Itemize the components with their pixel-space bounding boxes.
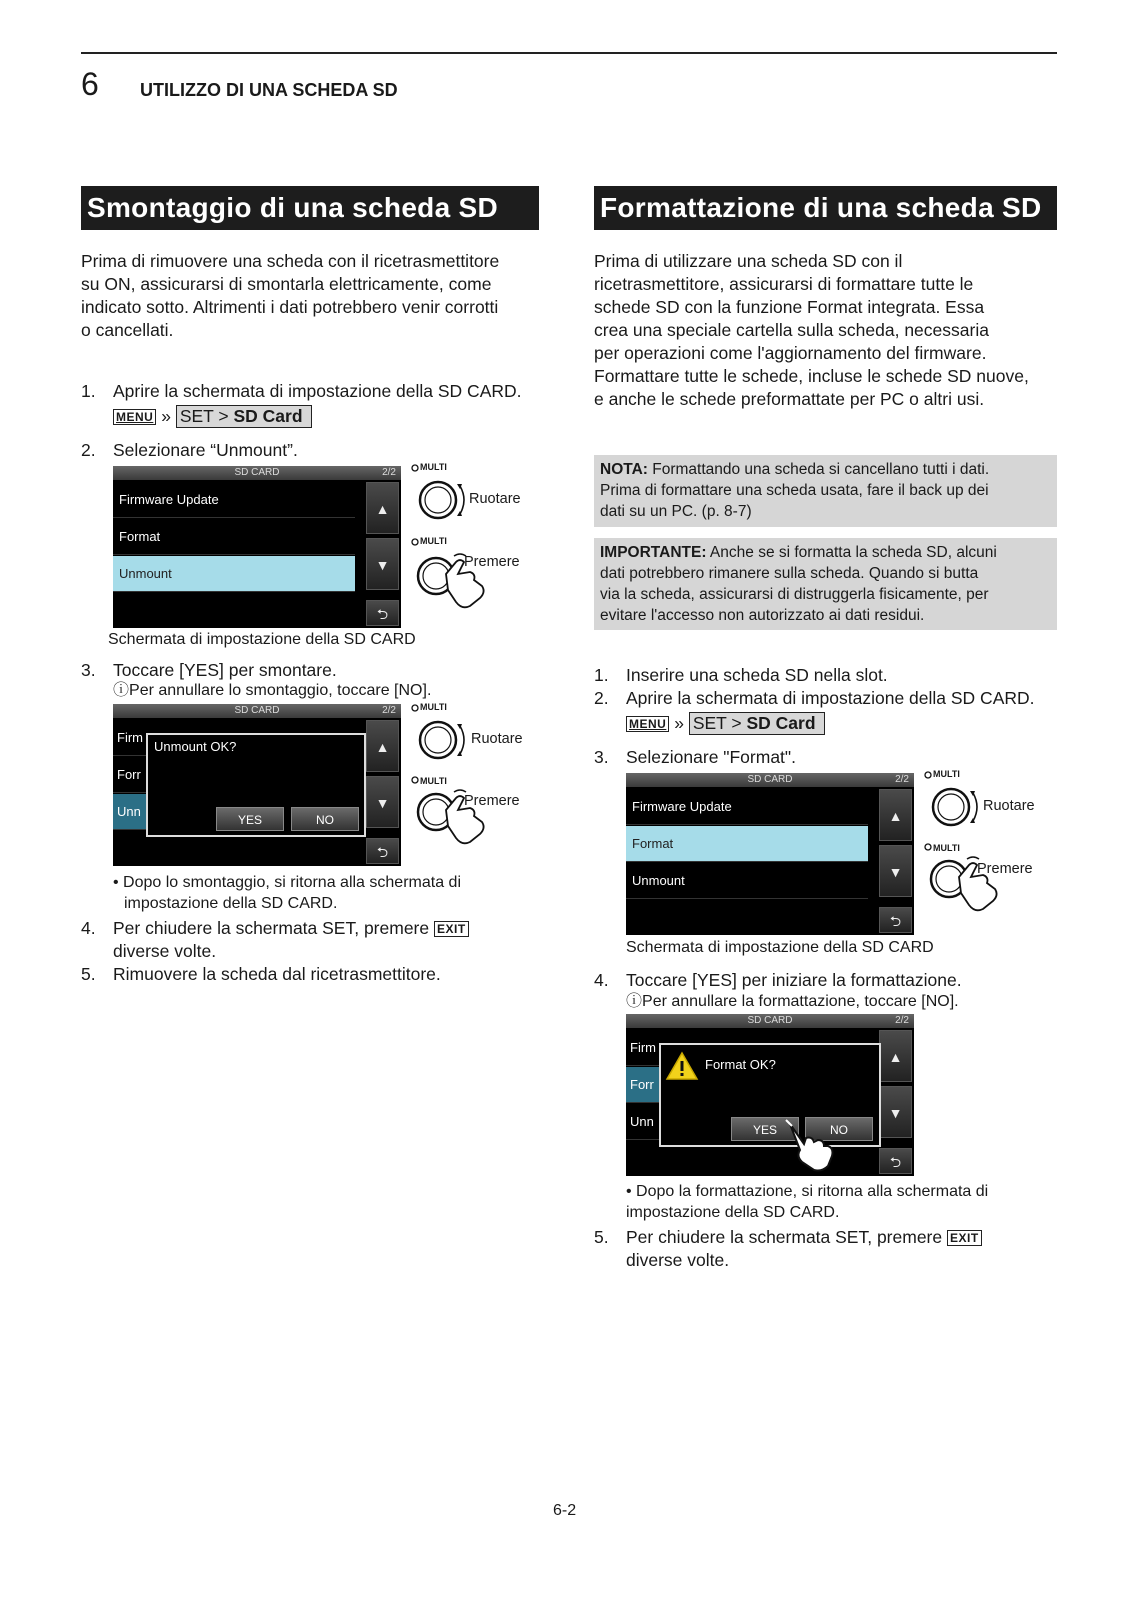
multi-label: MULTI: [933, 769, 960, 779]
format-intro: Prima di utilizzare una scheda SD con il ricetrasmettitore, assicurarsi di formattare tutte le schede SD con la funzione Format integrata. Essa crea una speciale cartella sulla scheda, necessaria per operazioni come l'aggiornamento del firmware. Formattare tutte le schede, incluse le schede SD nuove, e anche le schede preformattate per PC o altri usi.: [594, 251, 1029, 409]
press-label: Premere: [977, 861, 1033, 877]
back-button[interactable]: ⮌: [879, 1148, 912, 1174]
menu-item-firmware-partial: Firm: [626, 1030, 661, 1066]
scroll-down-button[interactable]: ▼: [879, 1086, 912, 1138]
multi-press-icon: [925, 844, 997, 910]
unmount-step-1: 1. Aprire la schermata di impostazione della SD CARD.: [81, 381, 522, 401]
menu-item-unmount-partial: Unn: [113, 794, 148, 830]
chapter-number: 6: [81, 66, 99, 102]
menu-item-firmware-update[interactable]: Firmware Update: [113, 482, 355, 518]
format-step-1: 1. Inserire una scheda SD nella slot.: [594, 665, 888, 685]
dialog-message: Unmount OK?: [154, 739, 237, 754]
multi-dial-icon: [412, 465, 464, 518]
scroll-up-button[interactable]: ▲: [879, 789, 912, 841]
yes-button[interactable]: YES: [731, 1117, 799, 1141]
section-title-unmount: Smontaggio di una scheda SD: [81, 186, 539, 230]
important-box: IMPORTANTE: Anche se si formatta la scheda SD, alcuni dati potrebbero rimanere sulla scheda. Quando si butta via la scheda, assicurarsi di distruggerla fisicamente, per evitare l'accesso non autorizzato ai dati residui.: [594, 538, 1057, 630]
multi-label: MULTI: [420, 776, 447, 786]
warning-icon: [665, 1051, 699, 1081]
set-sd-card-path: SET > SD Card: [176, 405, 312, 428]
menu-item-unmount-partial: Unn: [626, 1104, 661, 1140]
multi-label: MULTI: [933, 843, 960, 853]
scroll-up-button[interactable]: ▲: [879, 1030, 912, 1082]
screen-page-indicator: 2/2: [382, 467, 396, 478]
format-step-3: 3. Selezionare "Format".: [594, 747, 796, 767]
menu-item-unmount[interactable]: Unmount: [626, 863, 868, 899]
screen-header: SD CARD: [626, 1014, 914, 1028]
sd-card-screen-unmount: [113, 466, 401, 628]
unmount-step-5: 5. Rimuovere la scheda dal ricetrasmettitore.: [81, 964, 441, 984]
unmount-bullet: • Dopo lo smontaggio, si ritorna alla schermata di impostazione della SD CARD.: [113, 874, 461, 912]
no-button[interactable]: NO: [805, 1117, 873, 1141]
scroll-down-button[interactable]: ▼: [366, 776, 399, 828]
section-title-format: Formattazione di una scheda SD: [594, 186, 1057, 230]
rotate-label: Ruotare: [983, 798, 1035, 814]
rotate-label: Ruotare: [471, 731, 523, 747]
unmount-step-3: 3. Toccare [YES] per smontare.: [81, 660, 337, 680]
unmount-cancel-info: ⓘPer annullare lo smontaggio, toccare [NO].: [113, 682, 432, 699]
note-box: NOTA: Formattando una scheda si cancellano tutti i dati. Prima di formattare una scheda usata, fare il back up dei dati su un PC. (p. 8-7): [594, 455, 1057, 527]
screen-header: SD CARD: [626, 773, 914, 787]
set-sd-card-path: SET > SD Card: [689, 712, 825, 735]
back-button[interactable]: ⮌: [879, 907, 912, 933]
screen-header: SD CARD: [113, 704, 401, 718]
scroll-down-button[interactable]: ▼: [366, 538, 399, 590]
menu-key: MENU: [113, 409, 156, 425]
chapter-title: UTILIZZO DI UNA SCHEDA SD: [140, 80, 398, 100]
exit-key: EXIT: [434, 921, 469, 937]
sd-card-screen-format: [626, 773, 914, 935]
format-dialog: [659, 1043, 881, 1147]
menu-item-firmware-partial: Firm: [113, 720, 148, 756]
unmount-intro: Prima di rimuovere una scheda con il ricetrasmettitore su ON, assicurarsi di smontarla elettricamente, come indicato sotto. Altrimenti i dati potrebbero venir corrotti o cancellati.: [81, 251, 500, 340]
multi-press-icon: [412, 777, 484, 843]
multi-label: MULTI: [420, 536, 447, 546]
back-button[interactable]: ⮌: [366, 600, 399, 626]
screen-page-indicator: 2/2: [895, 1015, 909, 1026]
press-label: Premere: [464, 793, 520, 809]
screen-caption: Schermata di impostazione della SD CARD: [626, 939, 934, 956]
format-bullet: • Dopo la formattazione, si ritorna alla schermata di impostazione della SD CARD.: [626, 1183, 989, 1221]
info-icon: ⓘ: [626, 993, 643, 1010]
format-menu-path: MENU » SET > SD Card: [626, 712, 825, 735]
multi-label: MULTI: [420, 462, 447, 472]
exit-key: EXIT: [947, 1230, 982, 1246]
rotate-label: Ruotare: [469, 491, 521, 507]
screen-header: SD CARD: [113, 466, 401, 480]
top-rule: [81, 52, 1057, 54]
press-label: Premere: [464, 554, 520, 570]
multi-dial-icon: [925, 772, 977, 825]
screen-caption: Schermata di impostazione della SD CARD: [108, 631, 416, 648]
menu-item-unmount[interactable]: Unmount: [113, 556, 355, 592]
menu-item-firmware-update[interactable]: Firmware Update: [626, 789, 868, 825]
scroll-up-button[interactable]: ▲: [366, 482, 399, 534]
yes-button[interactable]: YES: [216, 807, 284, 831]
info-icon: ⓘ: [113, 682, 130, 699]
format-confirm-screen: [626, 1014, 914, 1176]
unmount-dialog: [146, 733, 366, 837]
back-button[interactable]: ⮌: [366, 838, 399, 864]
format-cancel-info: ⓘPer annullare la formattazione, toccare [NO].: [626, 993, 959, 1010]
menu-item-format-partial: Forr: [626, 1067, 661, 1103]
no-button[interactable]: NO: [291, 807, 359, 831]
format-step-4: 4. Toccare [YES] per iniziare la formattazione.: [594, 970, 962, 990]
multi-label: MULTI: [420, 702, 447, 712]
page-number: 6-2: [553, 1502, 577, 1519]
unmount-step-4: 4. Per chiudere la schermata SET, premere EXIT diverse volte.: [81, 917, 469, 963]
unmount-confirm-screen: [113, 704, 401, 866]
unmount-menu-path: MENU » SET > SD Card: [113, 405, 312, 428]
format-step-2: 2. Aprire la schermata di impostazione della SD CARD.: [594, 688, 1035, 708]
unmount-step-2: 2. Selezionare “Unmount”.: [81, 440, 298, 460]
screen-page-indicator: 2/2: [895, 774, 909, 785]
multi-press-icon: [412, 539, 484, 607]
menu-item-format[interactable]: Format: [626, 826, 868, 862]
menu-item-format-partial: Forr: [113, 757, 148, 793]
format-step-5: 5. Per chiudere la schermata SET, premere EXIT diverse volte.: [594, 1226, 982, 1272]
hand-pointer-icon: [784, 1118, 840, 1174]
scroll-up-button[interactable]: ▲: [366, 720, 399, 772]
menu-item-format[interactable]: Format: [113, 519, 355, 555]
menu-key: MENU: [626, 716, 669, 732]
scroll-down-button[interactable]: ▼: [879, 845, 912, 897]
multi-dial-icon: [412, 705, 464, 758]
screen-page-indicator: 2/2: [382, 705, 396, 716]
dialog-message: Format OK?: [705, 1057, 776, 1072]
